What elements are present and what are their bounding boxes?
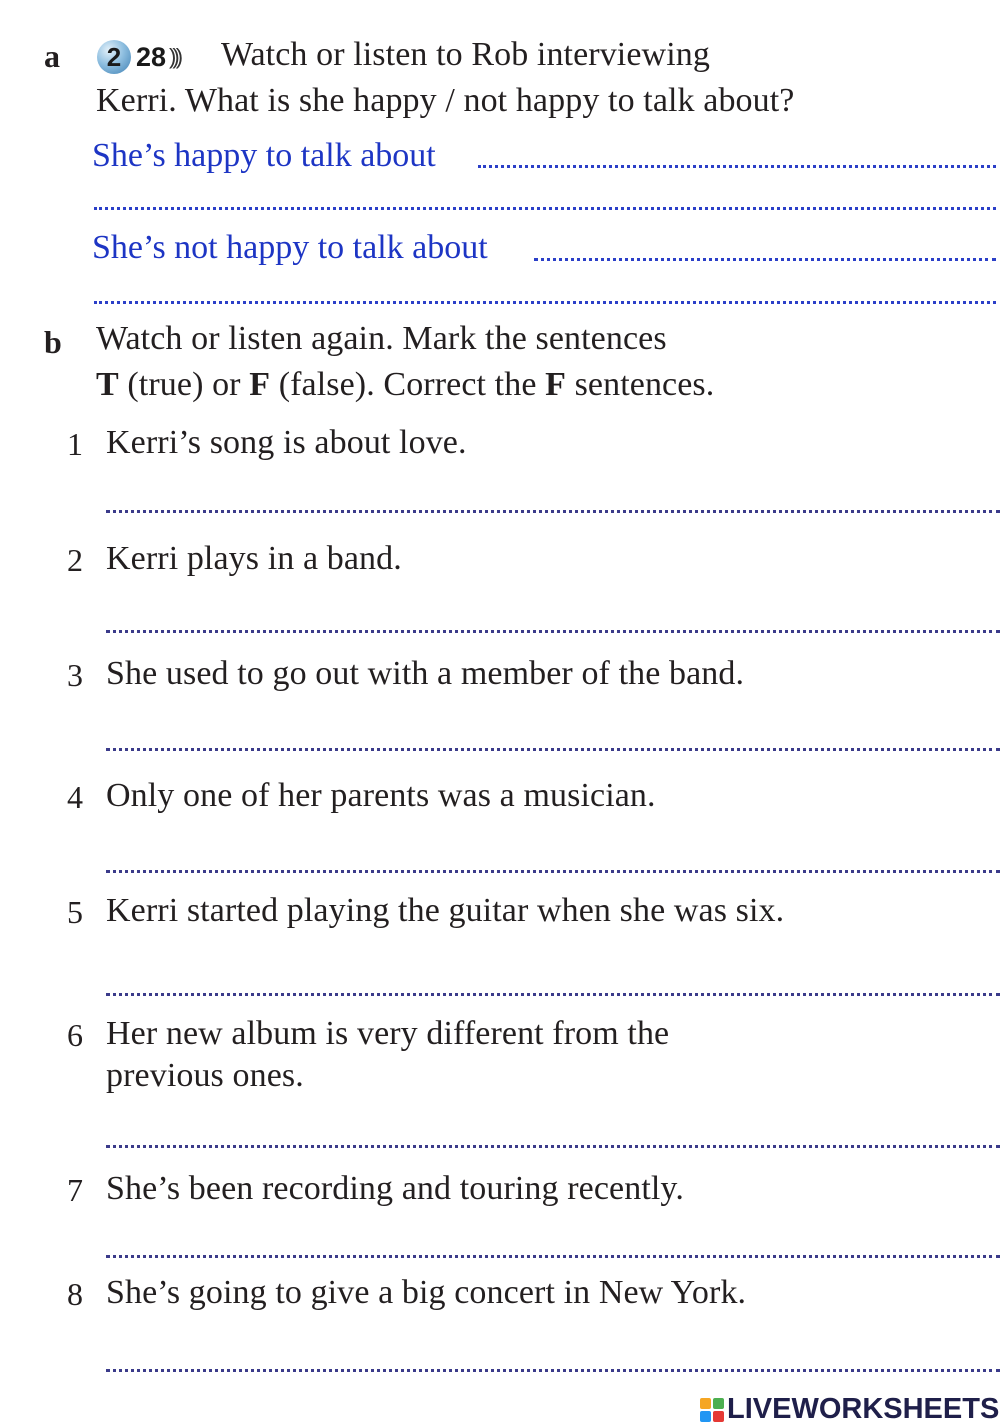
- item-statement: Her new album is very different from the: [106, 1015, 670, 1052]
- item-statement: Kerri started playing the guitar when she was six.: [106, 892, 785, 929]
- true-marker: T: [96, 366, 119, 403]
- item-statement: She’s going to give a big concert in New York.: [106, 1274, 747, 1311]
- liveworksheets-logo: [700, 1393, 999, 1426]
- section-b-instruction-line1: Watch or listen again. Mark the sentences: [96, 320, 667, 357]
- item-answer-field[interactable]: [106, 1255, 1000, 1258]
- item-statement: Kerri plays in a band.: [106, 540, 402, 577]
- liveworksheets-logo-icon: [700, 1398, 724, 1422]
- item-answer-field[interactable]: [106, 1145, 1000, 1148]
- audio-track-number: 28: [136, 41, 167, 72]
- section-a-instruction-line2: Kerri. What is she happy / not happy to talk about?: [96, 82, 795, 119]
- liveworksheets-logo-text: LIVEWORKSHEETS: [727, 1393, 1000, 1425]
- section-b-letter: b: [44, 324, 62, 360]
- not-happy-answer-field-2[interactable]: [94, 301, 996, 304]
- instruction-text: (true) or: [118, 366, 250, 403]
- not-happy-prompt: She’s not happy to talk about: [92, 229, 488, 266]
- item-number: 7: [67, 1172, 83, 1208]
- item-answer-field[interactable]: [106, 870, 1000, 873]
- item-answer-field[interactable]: [106, 748, 1000, 751]
- item-statement-continued: previous ones.: [106, 1057, 304, 1094]
- item-statement: She used to go out with a member of the band.: [106, 655, 745, 692]
- item-statement: Only one of her parents was a musician.: [106, 777, 656, 814]
- instruction-text: sentences.: [565, 366, 715, 403]
- section-b-instruction-line2: [96, 366, 714, 404]
- audio-disc-icon: [97, 40, 131, 74]
- item-number: 6: [67, 1017, 83, 1053]
- not-happy-answer-field-1[interactable]: [534, 258, 996, 261]
- item-number: 4: [67, 779, 83, 815]
- item-answer-field[interactable]: [106, 1369, 1000, 1372]
- audio-disc-number: 2: [106, 41, 122, 72]
- false-marker: F: [545, 366, 566, 403]
- item-answer-field[interactable]: [106, 630, 1000, 633]
- audio-track-badge[interactable]: [97, 40, 179, 74]
- item-number: 5: [67, 894, 83, 930]
- instruction-text: (false). Correct the: [270, 366, 546, 403]
- section-a-letter: a: [44, 38, 60, 74]
- item-number: 8: [67, 1276, 83, 1312]
- happy-prompt: She’s happy to talk about: [92, 137, 436, 174]
- item-statement: She’s been recording and touring recently.: [106, 1170, 684, 1207]
- happy-answer-field-1[interactable]: [478, 165, 996, 168]
- false-marker: F: [249, 366, 271, 403]
- item-statement: Kerri’s song is about love.: [106, 424, 467, 461]
- item-answer-field[interactable]: [106, 510, 1000, 513]
- happy-answer-field-2[interactable]: [94, 207, 996, 210]
- item-number: 1: [67, 426, 83, 462]
- item-number: 3: [67, 657, 83, 693]
- item-answer-field[interactable]: [106, 993, 1000, 996]
- item-number: 2: [67, 542, 83, 578]
- section-a-instruction-line1: Watch or listen to Rob interviewing: [221, 36, 710, 73]
- audio-waves-icon: ))): [169, 44, 180, 69]
